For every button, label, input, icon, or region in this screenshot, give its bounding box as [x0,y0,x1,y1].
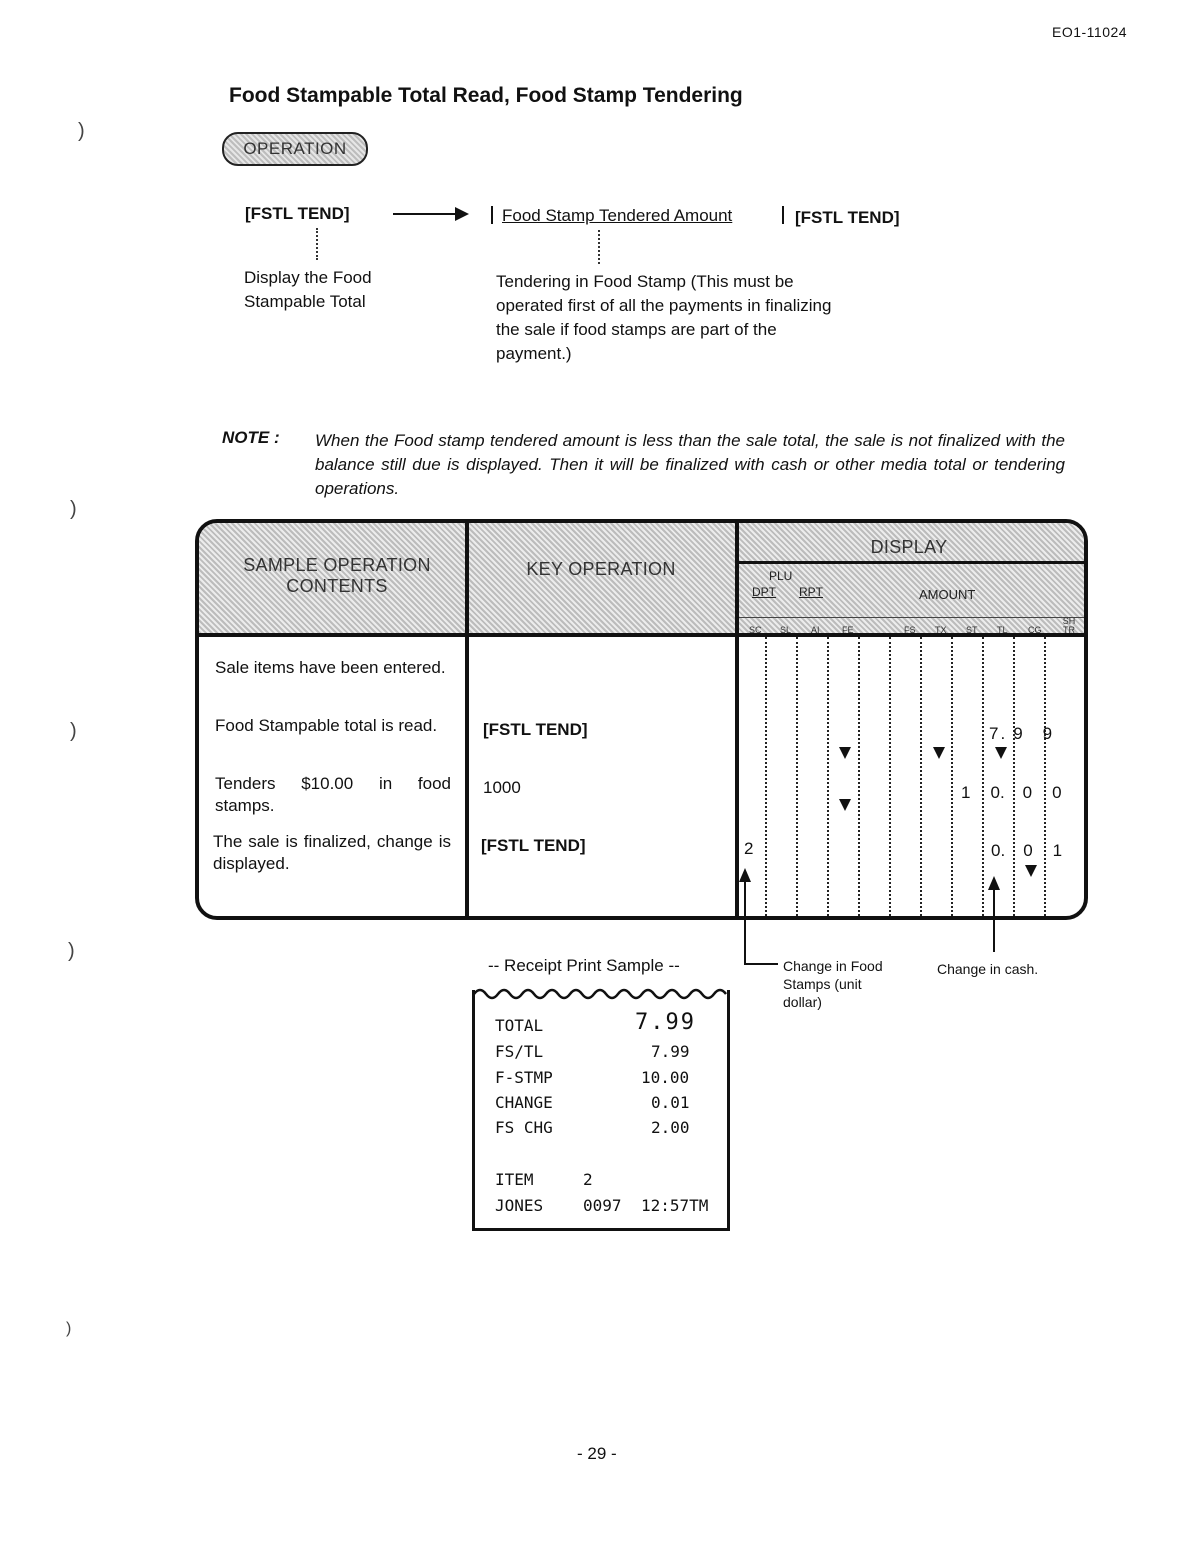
col-cg: CG [1028,625,1042,635]
display-digit: 0 [1022,783,1033,802]
row-key-4: [FSTL TEND] [481,836,586,855]
display-column-line [982,637,984,920]
display-digit: 0 [1023,841,1033,860]
display-column-line [765,637,767,920]
display-column-line [827,637,829,920]
page-title: Food Stampable Total Read, Food Stamp Tendering [229,84,743,107]
fs-change-leader-h [744,963,778,965]
indicator-tx-icon [933,747,945,759]
header-rpt: RPT [799,585,823,599]
header-amount: AMOUNT [919,587,976,602]
col-tl: TL [997,625,1008,635]
row-content-1: Sale items have been entered. [215,658,446,677]
header-dpt: DPT [752,585,776,599]
binding-mark: ) [70,498,77,520]
row-key-3: 1000 [483,778,521,797]
receipt-line-label: CHANGE [495,1093,553,1112]
sample-operation-table [195,519,1088,920]
flow-amount: Food Stamp Tendered Amount [502,206,733,225]
display-digit: 1 [961,783,971,802]
row-content-2: Food Stampable total is read. [215,716,438,735]
display-column-line [889,637,891,920]
display-sc-digit: 2 [744,839,754,858]
receipt-line-value: 2.00 [651,1118,690,1137]
receipt-line-value: 7.99 [635,1010,696,1035]
receipt-item-label: ITEM [495,1170,534,1189]
display-header-rule [739,561,1084,564]
col-sc: SC [749,625,762,635]
cash-change-caption: Change in cash. [937,961,1039,977]
document-id: EO1-11024 [1052,24,1128,40]
indicator-fe-icon [839,747,851,759]
indicator-tl-icon [995,747,1007,759]
display-digit: 9 [1042,724,1053,743]
table-divider-1 [465,523,469,916]
flow-description-1: Display the Food Stampable Total [244,268,372,311]
display-column-line [951,637,953,920]
receipt-line-value: 10.00 [641,1068,690,1087]
binding-mark: ) [70,720,77,742]
flow-key-fstl-tend-2: [FSTL TEND] [795,208,900,227]
header-plu: PLU [769,569,793,583]
row-content-3: Tenders $10.00 in food stamps. [215,774,451,815]
display-digit: 7 [989,724,999,743]
binding-mark: ) [66,1320,72,1337]
receipt-line-label: TOTAL [495,1016,544,1035]
receipt-clerk: JONES [495,1196,544,1215]
display-row-4-digits [991,841,1062,861]
display-col-rule [739,617,1084,618]
flow-connector-2 [598,230,600,264]
col-fe: FE [842,625,854,635]
operation-badge-label: OPERATION [243,139,347,158]
display-digit: . [1000,841,1006,860]
indicator-fe-icon [839,799,851,811]
display-column-line [1013,637,1015,920]
col-sh-tr: SH TR [1062,616,1076,635]
receipt-line-label: F-STMP [495,1068,553,1087]
flow-description-2: Tendering in Food Stamp (This must be operated first of all the payments in finalizing the sale if food stamps are part of the payment.) [496,272,832,363]
col-fs: FS [904,625,916,635]
binding-mark: ) [68,940,75,962]
flow-bracket-right [782,206,784,224]
indicator-cg-icon [1025,865,1037,877]
col-sl: SL [780,625,792,635]
display-digit: 0 [991,841,1001,860]
receipt-line-value: 7.99 [651,1042,690,1061]
header-display: DISPLAY [870,537,948,557]
display-row-3-digits [961,783,1062,803]
receipt-time: 12:57TM [641,1196,709,1215]
row-content-4: The sale is finalized, change is displayed. [213,832,451,873]
flow-bracket-left [491,206,493,224]
flow-arrowhead-icon [455,207,469,221]
receipt-line-label: FS CHG [495,1118,553,1137]
display-row-2-digits [989,724,1052,744]
table-divider-2 [735,523,739,916]
flow-arrow-line [393,213,455,215]
flow-key-fstl-tend: [FSTL TEND] [245,204,350,223]
row-key-2: [FSTL TEND] [483,720,588,739]
display-digit: 0 [990,783,1000,802]
header-key-operation: KEY OPERATION [526,559,676,579]
display-digit: 1 [1052,841,1063,860]
binding-mark: ) [78,120,85,142]
display-column-line [858,637,860,920]
display-digit: 0 [1052,783,1062,802]
page-number: - 29 - [577,1444,617,1463]
col-tx: TX [935,625,947,635]
header-contents: SAMPLE OPERATION CONTENTS [243,555,431,596]
fs-change-leader [744,880,746,964]
col-st: ST [966,625,978,635]
receipt-line-label: FS/TL [495,1042,544,1061]
display-digit: . [999,783,1005,802]
fs-change-caption: Change in Food Stamps (unit dollar) [783,958,883,1010]
note-text: When the Food stamp tendered amount is less than the sale total, the sale is not finalized with the balance still due is displayed. Then it will be finalized with cash or other media total or tendering operations. [315,431,1065,498]
receipt [472,990,730,1231]
receipt-item-count: 2 [583,1170,593,1189]
display-column-line [1044,637,1046,920]
display-digit: . [1000,724,1006,743]
receipt-number: 0097 [583,1196,622,1215]
cash-change-leader [993,888,995,952]
col-ai: AI [811,625,820,635]
display-digit: 9 [1013,724,1023,743]
display-column-line [920,637,922,920]
display-column-line [796,637,798,920]
receipt-title: -- Receipt Print Sample -- [488,956,680,975]
receipt-line-value: 0.01 [651,1093,690,1112]
flow-connector-1 [316,228,318,260]
note-label: NOTE : [222,428,280,447]
operation-badge [222,132,368,166]
